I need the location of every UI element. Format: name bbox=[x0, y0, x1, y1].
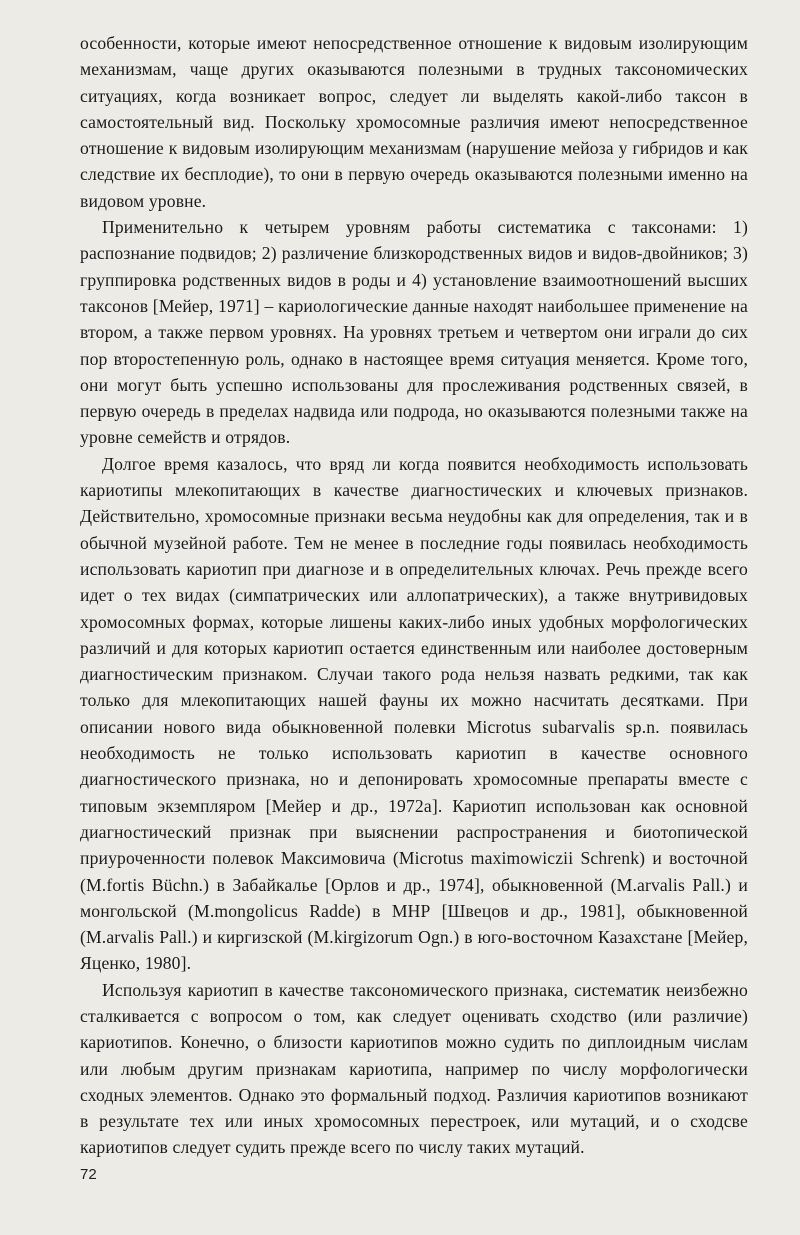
paragraph-4: Используя кариотип в качестве таксономического признака, систематик неизбежно сталкивается с вопросом о том, как следует оценивать сходство (или различие) кариотипов. Конечно, о близости кариотипов можно судить по диплоидным числам или любым другим признакам кариотипа, например по числу морфологически сходных элементов. Однако это формальный подход. Различия кариотипов возникают в результате тех или иных хромосомных перестроек, или мутаций, и о сходсве кариотипов следует судить прежде всего по числу таких мутаций. bbox=[80, 979, 748, 1158]
page-number: 72 bbox=[80, 1166, 97, 1183]
paragraph-3: Долгое время казалось, что вряд ли когда появится необходимость использовать кариотипы млекопитающих в качестве диагностических и ключевых признаков. Действительно, хромосомные признаки весьма неудобны как для определения, так и в обычной музейной работе. Тем не менее в последние годы появилась необходимость использовать кариотип при диагнозе и в определительных ключах. Речь прежде всего идет о тех видах (симпатрических или аллопатрических), а также внутривидовых хромосомных формах, которые лишены каких-либо иных удобных морфологических различий и для которых кариотип остается единственным или наиболее достоверным диагностическим признаком. Случаи такого рода нельзя назвать редкими, так как только для млекопитающих нашей фауны их можно насчитать десятками. При описании нового вида обыкновенной полевки Microtus subarvalis sp.n. появилась необходимость не только использовать кариотип в качестве основного диагностического признака, но и депонировать хромосомные препараты вместе с типовым экземпляром [Мейер и др., 1972а]. Кариотип использован как основной диагностический признак при выяснении распространения и биотопической приуроченности полевок Максимовича (Microtus maximowiczii Schrenk) и восточной (M.fortis Büchn.) в Забайкалье [Орлов и др., 1974], обыкновенной (M.arvalis Pall.) и монгольской (M.mongolicus Radde) в МНР [Швецов и др., 1981], обыкновенной (M.arvalis Pall.) и киргизской (M.kirgizorum Ogn.) в юго-восточном Казахстане [Мейер, Яценко, 1980]. bbox=[80, 453, 748, 974]
page-body bbox=[80, 30, 748, 1161]
paragraph-1: особенности, которые имеют непосредственное отношение к видовым изолирующим механизмам, чаще других оказываются полезными в трудных таксономических ситуациях, когда возникает вопрос, следует ли выделять какой-либо таксон в самостоятельный вид. Поскольку хромосомные различия имеют непосредственное отношение к видовым изолирующим механизмам (нарушение мейоза у гибридов и как следствие их бесплодие), то они в первую очередь оказываются полезными именно на видовом уровне. bbox=[80, 33, 748, 211]
paragraph-2: Применительно к четырем уровням работы систематика с таксонами: 1) распознание подвидов; 2) различение близкородственных видов и видов-двойников; 3) группировка родственных видов в роды и 4) установление взаимоотношений высших таксонов [Мейер, 1971] – кариологические данные находят наибольшее применение на втором, а также первом уровнях. На уровнях третьем и четвертом они играли до сих пор второстепенную роль, однако в настоящее время ситуация меняется. Кроме того, они могут быть успешно использованы для прослеживания родственных связей, в первую очередь в пределах надвида или подрода, но оказываются полезными также на уровне семейств и отрядов. bbox=[80, 217, 748, 448]
